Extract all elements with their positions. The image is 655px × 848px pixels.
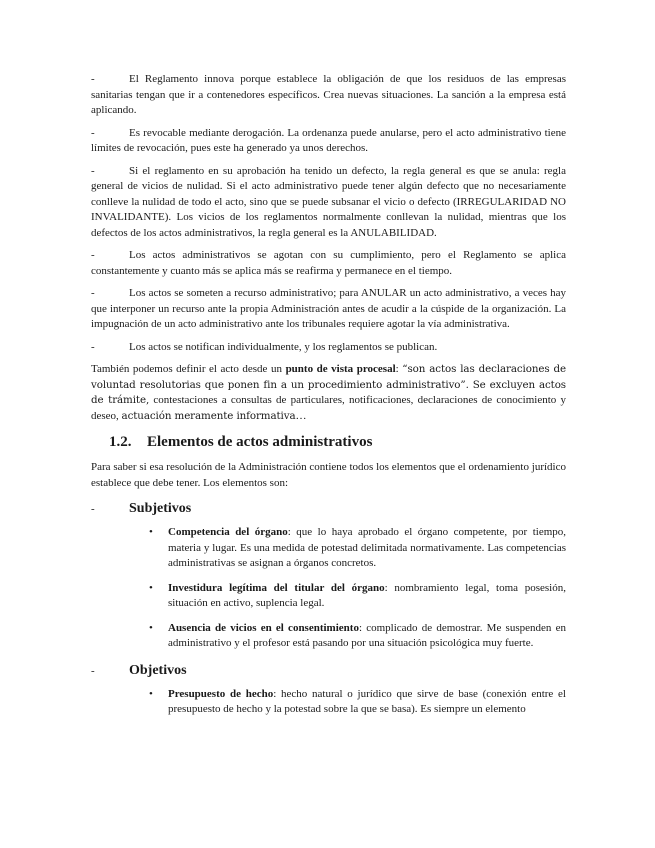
section-title: Elementos de actos administrativos (147, 434, 373, 450)
dash-marker: - (91, 287, 95, 299)
item-term: Investidura legítima del titular del órgano (168, 581, 385, 594)
procesal-ellipsis: … (295, 409, 307, 422)
dash-marker: - (91, 164, 95, 177)
list-item-text: El Reglamento innova porque establece la obligación de que los residuos de las empresas sanitarias tengan que ir a contenedores específicos. Crea nuevas situaciones. La sanción a la empresa está aplicando. (91, 73, 566, 116)
dash-marker: - (91, 126, 95, 139)
procesal-lead: También podemos definir el acto desde un (91, 363, 286, 375)
list-item-text: Si el reglamento en su aprobación ha tenido un defecto, la regla general es que se anula: regla general de vicios de nulidad. Si el acto administrativo puede tener algún defecto que no necesariamente conlleve la nulidad de todo el acto, sino que se puede subsanar el vicio o defecto (IRREGULARIDAD NO INVALIDANTE). Los vicios de los reglamentos normalmente conllevan la nulidad, mientras que los defectos de los actos administrativos, la regla general es la ANULABILIDAD. (91, 164, 566, 239)
objetivos-list (91, 687, 566, 718)
list-item (91, 126, 566, 157)
procesal-definition: “son actos las declaraciones de voluntad resolutorias que ponen fin a un procedimiento administrativo”. Se excluyen actos de trámite, (91, 363, 567, 406)
procesal-rest: contestaciones a consultas de particulares, notificaciones, declaraciones de conocimiento y deseo, (91, 394, 567, 422)
item-term: Presupuesto de hecho (168, 687, 274, 700)
procesal-colon: : (395, 363, 403, 375)
list-item-text: Los actos administrativos se agotan con su cumplimiento, pero el Reglamento se aplica constantemente y cuanto más se aplica más se reafirma y permanece en el tiempo. (91, 249, 566, 277)
subheading-text: Subjetivos (129, 501, 192, 516)
list-item (91, 72, 566, 119)
list-item-text: Es revocable mediante derogación. La ordenanza puede anularse, pero el acto administrativo tiene límites de revocación, pues este ha generado ya unos derechos. (91, 126, 566, 154)
list-item (149, 581, 566, 612)
subheading-text: Objetivos (129, 662, 187, 678)
procesal-term: punto de vista procesal (285, 363, 396, 375)
item-text: : hecho natural o jurídico que sirve de base (conexión entre el presupuesto de hecho y la potestad sobre la que se basa). Es siempre un elemento (168, 687, 566, 715)
list-item-text: Los actos se someten a recurso administrativo; para ANULAR un acto administrativo, a veces hay que interponer un recurso ante la propia Administración antes de acudir a la cúspide de la organización. La impugnación de un acto administrativo ante los tribunales requiere agotar la vía administrativa. (91, 287, 566, 330)
procesal-tail: actuación meramente informativa (121, 409, 296, 422)
section-heading (91, 432, 566, 452)
item-term: Ausencia de vicios en el consentimiento (168, 621, 359, 634)
list-item (149, 525, 566, 572)
list-item (91, 164, 566, 242)
subheading-objetivos (91, 661, 566, 681)
dash-marker: - (91, 73, 95, 85)
list-item (91, 340, 566, 356)
item-text: : nombramiento legal, toma posesión, situación en activo, suplencia legal. (168, 581, 566, 609)
list-item (91, 248, 566, 279)
dash-marker: - (91, 503, 95, 515)
list-item (149, 621, 566, 652)
procesal-paragraph (91, 362, 566, 424)
list-item-text: Los actos se notifican individualmente, y los reglamentos se publican. (129, 340, 438, 353)
dash-marker: - (91, 340, 95, 353)
dash-marker: - (91, 249, 95, 261)
list-item (149, 687, 566, 718)
list-item (91, 286, 566, 333)
subheading-subjetivos (91, 499, 566, 519)
bullet-icon: • (149, 621, 153, 634)
section-intro: Para saber si esa resolución de la Administración contiene todos los elementos que el ordenamiento jurídico establece que debe tener. Los elementos son: (91, 461, 566, 489)
item-text: : que lo haya aprobado el órgano competente, por tiempo, materia y lugar. Es una medida de potestad delimitada normativamente. Las competencias administrativas se asignan a órganos concretos. (168, 526, 567, 569)
item-term: Competencia del órgano (168, 526, 288, 538)
bullet-icon: • (149, 526, 153, 538)
bullet-icon: • (149, 687, 153, 700)
subjetivos-list (91, 525, 566, 652)
document-body (91, 72, 566, 727)
dash-marker: - (91, 664, 95, 677)
item-text: : complicado de demostrar. Me suspenden en administrativo y el profesor está pasando por una situación psicológica muy fuerte. (168, 621, 566, 649)
section-number: 1.2. (109, 434, 132, 450)
bullet-icon: • (149, 581, 153, 594)
